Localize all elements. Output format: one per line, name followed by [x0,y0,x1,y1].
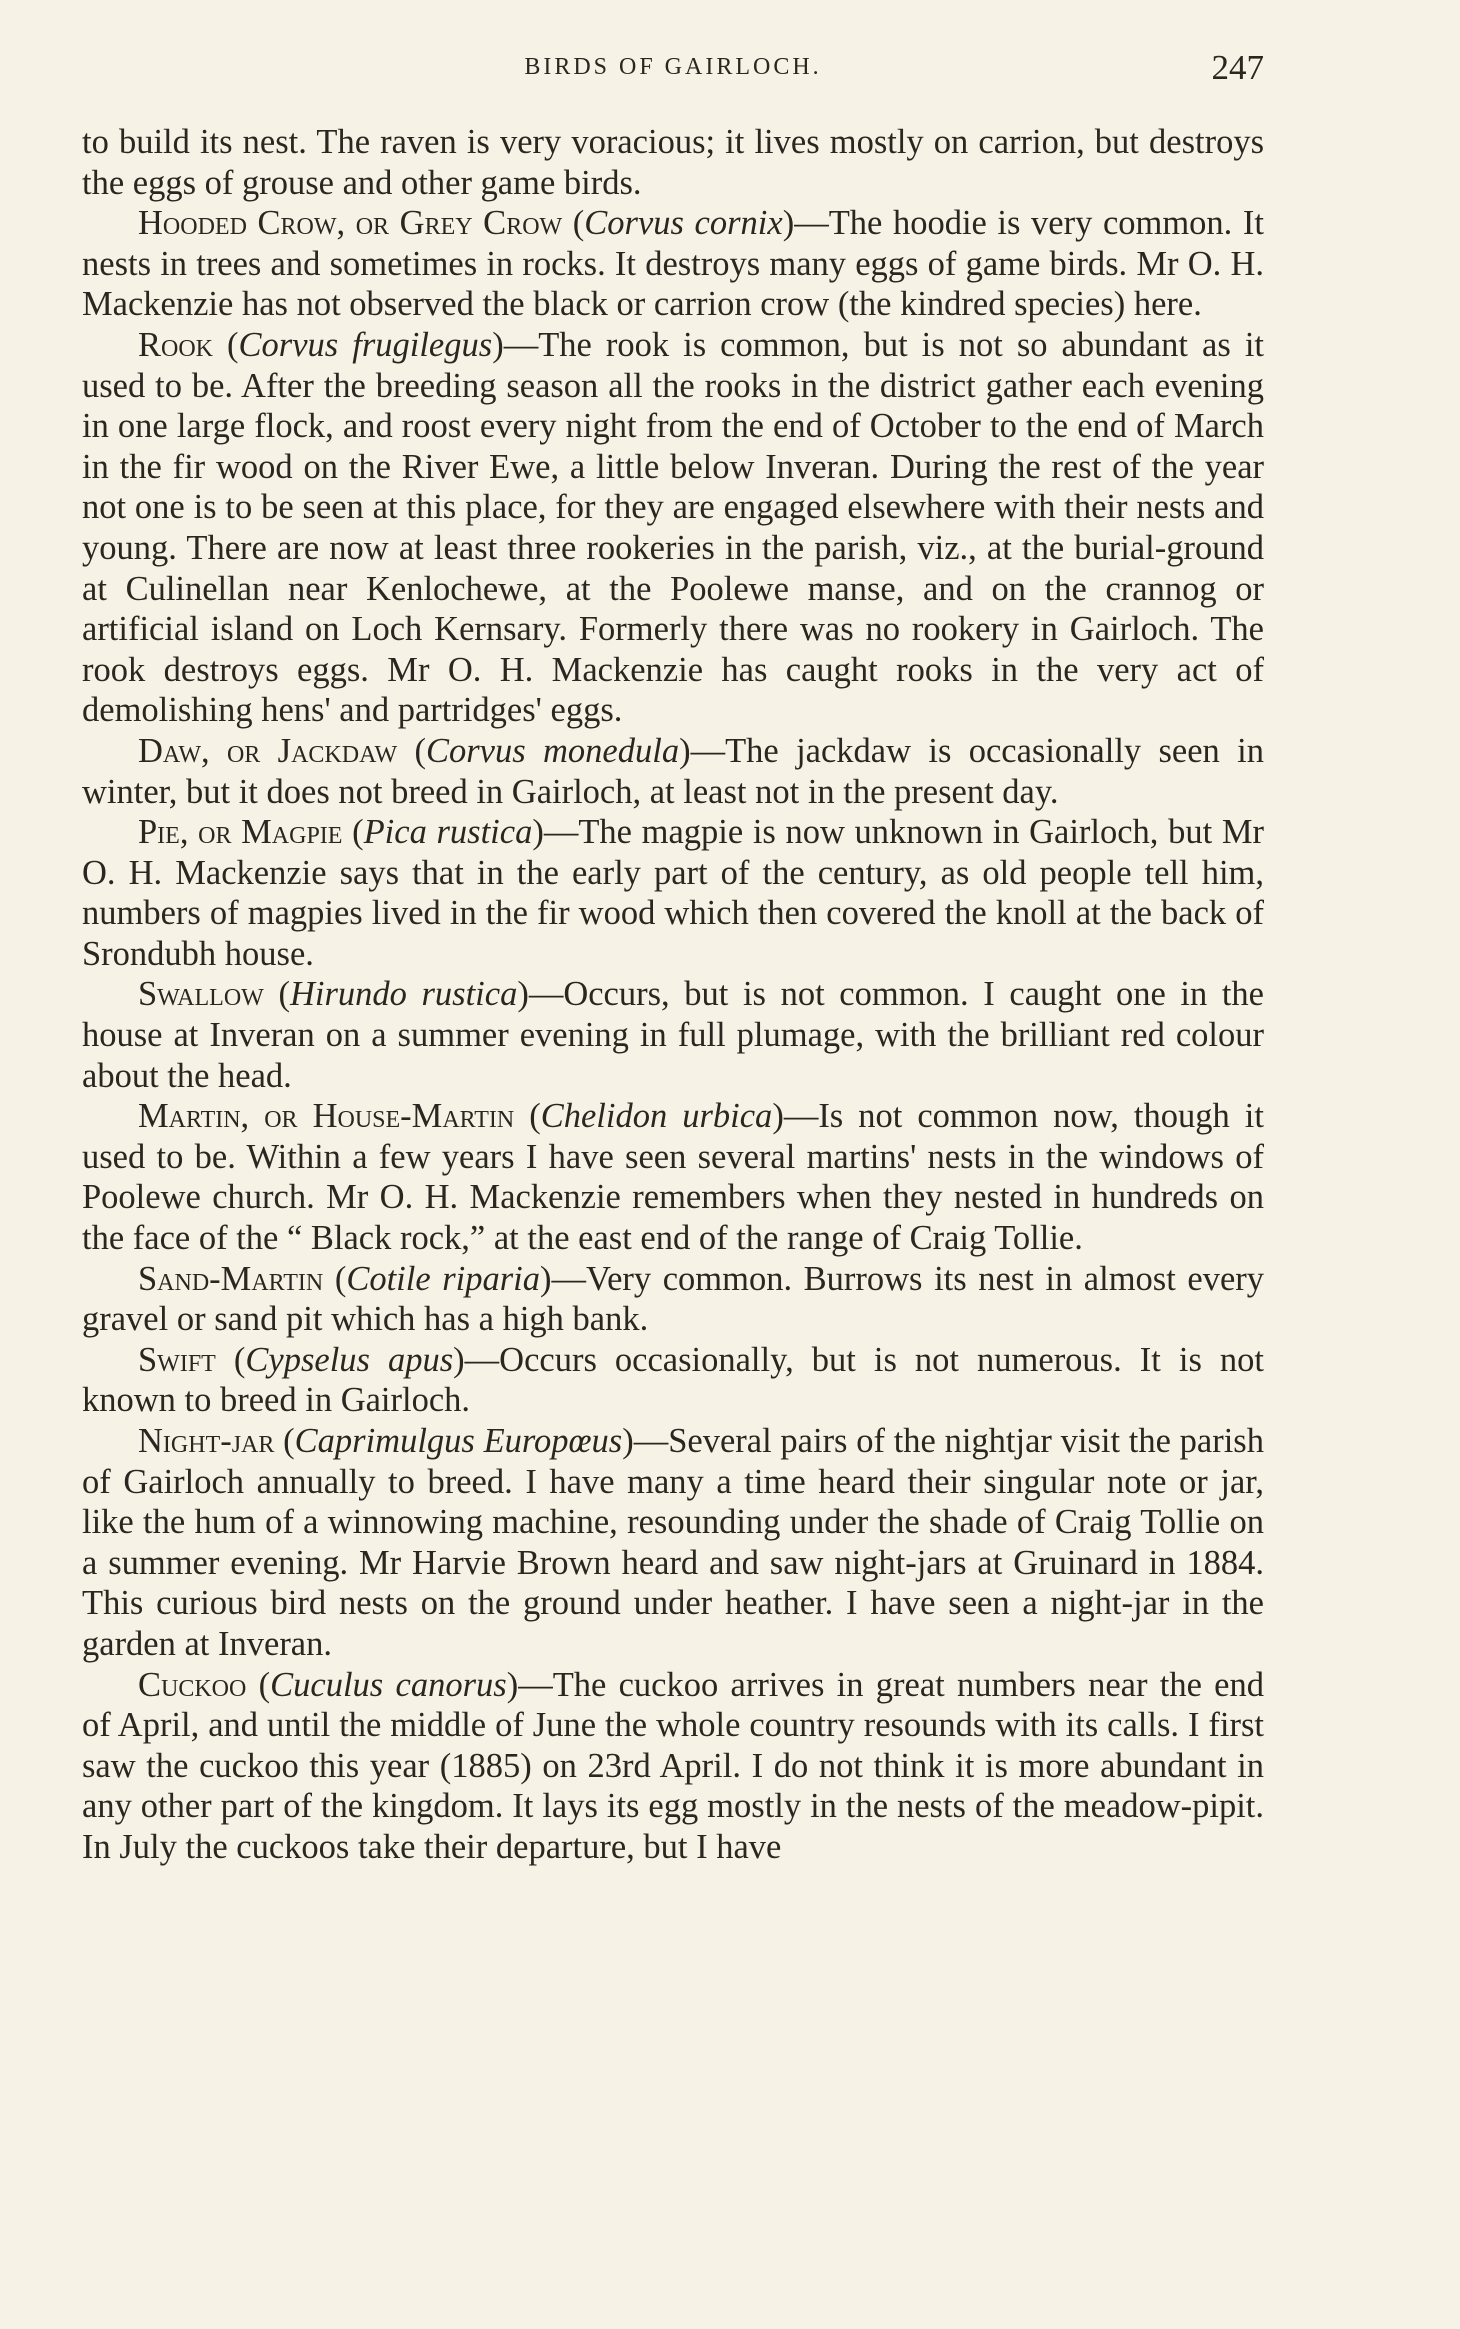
entry-text: —The rook is common, but is not so abundant as it used to be. After the breeding season all the rooks in the district gather each evening in one large flock, and roost every night from the end of October to the end of March in the fir wood on the River Ewe, a little below Inveran. During the rest of the year not one is to be seen at this place, for they are engaged elsewhere with their nests and young. There are now at least three rookeries in the parish, viz., at the burial-ground at Culinellan near Kenlochewe, at the Poolewe manse, and on the crannog or artificial island on Loch Kernsary. Formerly there was no rookery in Gairloch. The rook destroys eggs. Mr O. H. Mackenzie has caught rooks in the very act of demolishing hens' and partridges' eggs. [82,325,1264,730]
entry-magpie: Pie, or Magpie (Pica rustica)—The magpie is now unknown in Gairloch, but Mr O. H. Mackenzie says that in the early part of the century, as old people tell him, numbers of magpies lived in the fir wood which then covered the knoll at the back of Srondubh house. [82,813,1264,973]
entry-text: —Occurs occasionally, but is not numerous. It is not known to breed in Gairloch. [82,1340,1265,1420]
body-text [82,122,1264,1868]
running-head [82,50,1264,92]
latin-name: Chelidon urbica [540,1097,773,1136]
latin-name: Caprimulgus Europœus [294,1422,623,1460]
latin-name: Cuculus canorus [270,1665,507,1704]
entry-hooded-crow: Hooded Crow, or Grey Crow (Corvus cornix)—The hoodie is very common. It nests in trees and sometimes in rocks. It destroys many eggs of game birds. Mr O. H. Mackenzie has not observed the black or carrion crow (the kindred species) here. [82,204,1264,324]
entry-sand-martin: Sand-Martin (Cotile riparia)—Very common. Burrows its nest in almost every gravel or sand pit which has a high bank. [82,1259,1264,1339]
latin-name: Cotile riparia [346,1259,540,1298]
bird-name: Sand-Martin [138,1259,324,1298]
entry-text: —The magpie is now unknown in Gairloch, but Mr O. H. Mackenzie says that in the early part of the century, as old people tell him, numbers of magpies lived in the fir wood which then covered the knoll at the back of Srondubh house. [82,813,1264,973]
entry-jackdaw: Daw, or Jackdaw (Corvus monedula)—The jackdaw is occasionally seen in winter, but it does not breed in Gairloch, at least not in the present day. [82,731,1264,811]
bird-name: Hooded Crow, or Grey Crow [138,204,563,243]
entry-text: —Very common. Burrows its nest in almost every gravel or sand pit which has a high bank. [82,1259,1264,1339]
entry-text: —The cuckoo arrives in great numbers near the end of April, and until the middle of June the whole country resounds with its calls. I first saw the cuckoo this year (1885) on 23rd April. I do not think it is more abundant in any other part of the kingdom. It lays its egg mostly in the nests of the meadow-pipit. In July the cuckoos take their departure, but I have [82,1665,1264,1866]
latin-name: Pica rustica [363,813,533,852]
entry-swallow: Swallow (Hirundo rustica)—Occurs, but is not common. I caught one in the house at Inveran on a summer evening in full plumage, with the brilliant red colour about the head. [82,975,1264,1095]
entry-text: —The jackdaw is occasionally seen in winter, but it does not breed in Gairloch, at least not in the present day. [82,731,1264,811]
bird-name: Cuckoo [138,1665,247,1704]
entry-swift: Swift (Cypselus apus)—Occurs occasionally, but is not numerous. It is not known to breed in Gairloch. [82,1340,1265,1420]
latin-name: Cypselus apus [245,1340,454,1379]
running-title: BIRDS OF GAIRLOCH. [524,54,822,80]
bird-name: Rook [138,325,214,364]
latin-name: Corvus frugilegus [238,325,493,364]
page-number: 247 [1211,48,1264,87]
entry-house-martin: Martin, or House-Martin (Chelidon urbica)—Is not common now, though it used to be. Within a few years I have seen several martins' nests in the windows of Poolewe church. Mr O. H. Mackenzie remembers when they nested in hundreds on the face of the “ Black rock,” at the east end of the range of Craig Tollie. [82,1097,1264,1258]
entry-text: —Occurs, but is not common. I caught one in the house at Inveran on a summer evening in full plumage, with the brilliant red colour about the head. [82,975,1264,1095]
latin-name: Corvus cornix [584,204,783,243]
bird-name: Swallow [138,975,264,1014]
bird-name: Daw, or Jackdaw [138,731,398,770]
latin-name: Corvus monedula [425,731,680,770]
entry-text: —Several pairs of the nightjar visit the parish of Gairloch annually to breed. I have many a time heard their singular note or jar, like the hum of a winnowing machine, resounding under the shade of Craig Tollie on a summer evening. Mr Harvie Brown heard and saw night-jars at Gruinard in 1884. This curious bird nests on the ground under heather. I have seen a night-jar in the garden at Inveran. [82,1422,1264,1663]
latin-name: Hirundo rustica [289,975,518,1014]
bird-name: Night-jar [138,1422,275,1460]
continuation-paragraph: to build its nest. The raven is very voracious; it lives mostly on carrion, but destroys the eggs of grouse and other game birds. [82,123,1264,202]
bird-name: Pie, or Magpie [138,813,343,852]
entry-rook: Rook (Corvus frugilegus)—The rook is common, but is not so abundant as it used to be. After the breeding season all the rooks in the district gather each evening in one large flock, and roost every night from the end of October to the end of March in the fir wood on the River Ewe, a little below Inveran. During the rest of the year not one is to be seen at this place, for they are engaged elsewhere with their nests and young. There are now at least three rookeries in the parish, viz., at the burial-ground at Culinellan near Kenlochewe, at the Poolewe manse, and on the crannog or artificial island on Loch Kernsary. Formerly there was no rookery in Gairloch. The rook destroys eggs. Mr O. H. Mackenzie has caught rooks in the very act of demolishing hens' and partridges' eggs. [82,325,1264,730]
bird-name: Martin, or House-Martin [138,1097,515,1136]
book-page [82,50,1264,1868]
entry-cuckoo: Cuckoo (Cuculus canorus)—The cuckoo arrives in great numbers near the end of April, and until the middle of June the whole country resounds with its calls. I first saw the cuckoo this year (1885) on 23rd April. I do not think it is more abundant in any other part of the kingdom. It lays its egg mostly in the nests of the meadow-pipit. In July the cuckoos take their departure, but I have [82,1665,1264,1866]
entry-text: —The hoodie is very common. It nests in trees and sometimes in rocks. It destroys many eggs of game birds. Mr O. H. Mackenzie has not observed the black or carrion crow (the kindred species) here. [82,204,1264,324]
bird-name: Swift [138,1340,216,1379]
entry-night-jar: Night-jar (Caprimulgus Europœus)—Several pairs of the nightjar visit the parish of Gairloch annually to breed. I have many a time heard their singular note or jar, like the hum of a winnowing machine, resounding under the shade of Craig Tollie on a summer evening. Mr Harvie Brown heard and saw night-jars at Gruinard in 1884. This curious bird nests on the ground under heather. I have seen a night-jar in the garden at Inveran. [82,1422,1264,1663]
entry-text: —Is not common now, though it used to be. Within a few years I have seen several martins' nests in the windows of Poolewe church. Mr O. H. Mackenzie remembers when they nested in hundreds on the face of the “ Black rock,” at the east end of the range of Craig Tollie. [82,1097,1264,1258]
